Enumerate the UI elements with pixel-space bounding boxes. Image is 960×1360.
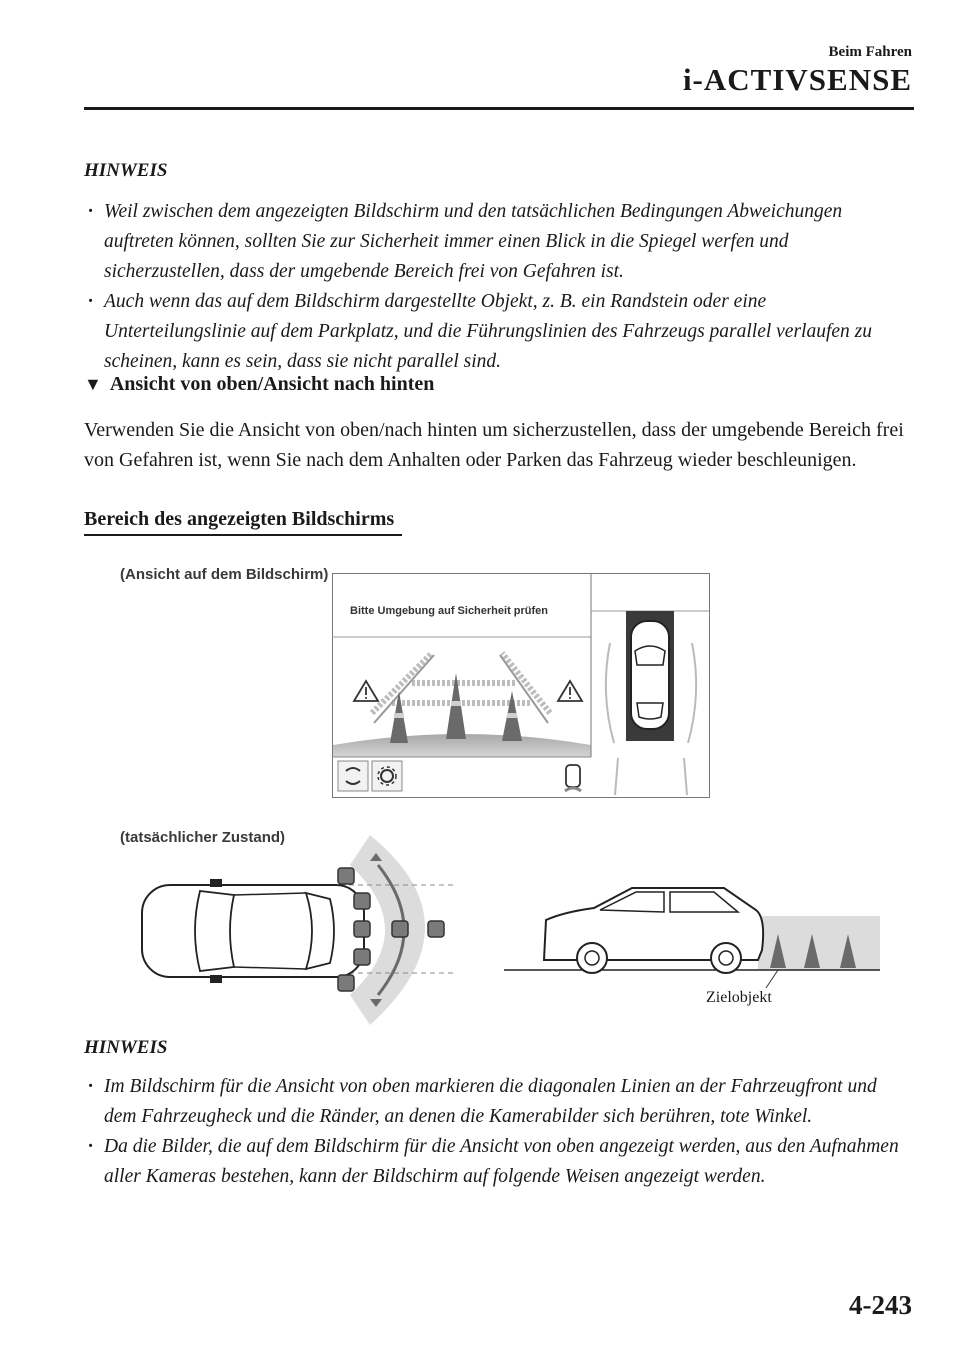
section-title: Ansicht von oben/Ansicht nach hinten xyxy=(109,373,435,395)
note-item: · Da die Bilder, die auf dem Bildschirm für die Ansicht von oben angezeigt werden, aus den Aufnahmen aller Kameras bestehen, kann der Bildschirm auf folgende Weisen angezeigt werden. xyxy=(84,1132,904,1192)
screen-view-illustration xyxy=(332,573,710,798)
actual-condition-label: (tatsächlicher Zustand) xyxy=(120,829,286,846)
side-view-car-icon xyxy=(544,888,763,973)
camera-switch-button[interactable] xyxy=(338,761,368,791)
settings-button[interactable] xyxy=(372,761,402,791)
actual-top-view-illustration xyxy=(130,835,460,1025)
screen-view-label: (Ansicht auf dem Bildschirm) xyxy=(120,566,329,583)
actual-side-view-illustration xyxy=(504,880,880,990)
header-title: i-ACTIVSENSE xyxy=(682,62,912,97)
target-object-label: Zielobjekt xyxy=(706,989,772,1006)
note-item: · Weil zwischen dem angezeigten Bildschirm und den tatsächlichen Bedingungen Abweichungen auftreten können, sollten Sie zur Sicherheit immer einen Blick in die Spiegel werfen und sicherzustellen, dass der umgebende Bereich frei von Gefahren ist. xyxy=(84,197,904,287)
note-title: HINWEIS xyxy=(84,160,168,181)
triangle-marker-icon: ▼ xyxy=(84,374,102,394)
page-number: 4-243 xyxy=(849,1290,912,1320)
top-view-car-icon xyxy=(142,879,364,983)
note-item: · Im Bildschirm für die Ansicht von oben markieren die diagonalen Linien an der Fahrzeugfront und dem Fahrzeugheck und die Ränder, an denen die Kamerabilder sich berühren, tote Winkel. xyxy=(84,1072,904,1132)
note-item: · Auch wenn das auf dem Bildschirm dargestellte Objekt, z. B. ein Randstein oder eine Unterteilungslinie auf dem Parkplatz, und die Führungslinien des Fahrzeugs parallel verlaufen zu scheinen, kann es sein, dass sie nicht parallel sind. xyxy=(84,287,904,377)
note-list xyxy=(84,1072,904,1192)
subsection-heading: Bereich des angezeigten Bildschirms xyxy=(84,508,402,536)
header-section: Beim Fahren xyxy=(828,44,912,60)
screen-message: Bitte Umgebung auf Sicherheit prüfen xyxy=(350,605,549,617)
header-divider xyxy=(84,107,914,110)
top-view-car-icon xyxy=(631,621,669,729)
section-heading xyxy=(84,373,434,396)
section-body: Verwenden Sie die Ansicht von oben/nach hinten um sicherzustellen, dass der umgebende Bereich frei von Gefahren ist, wenn Sie nach dem Anhalten oder Parken das Fahrzeug wieder beschleunigen. xyxy=(84,419,904,471)
note-title: HINWEIS xyxy=(84,1037,168,1058)
note-list xyxy=(84,197,904,377)
